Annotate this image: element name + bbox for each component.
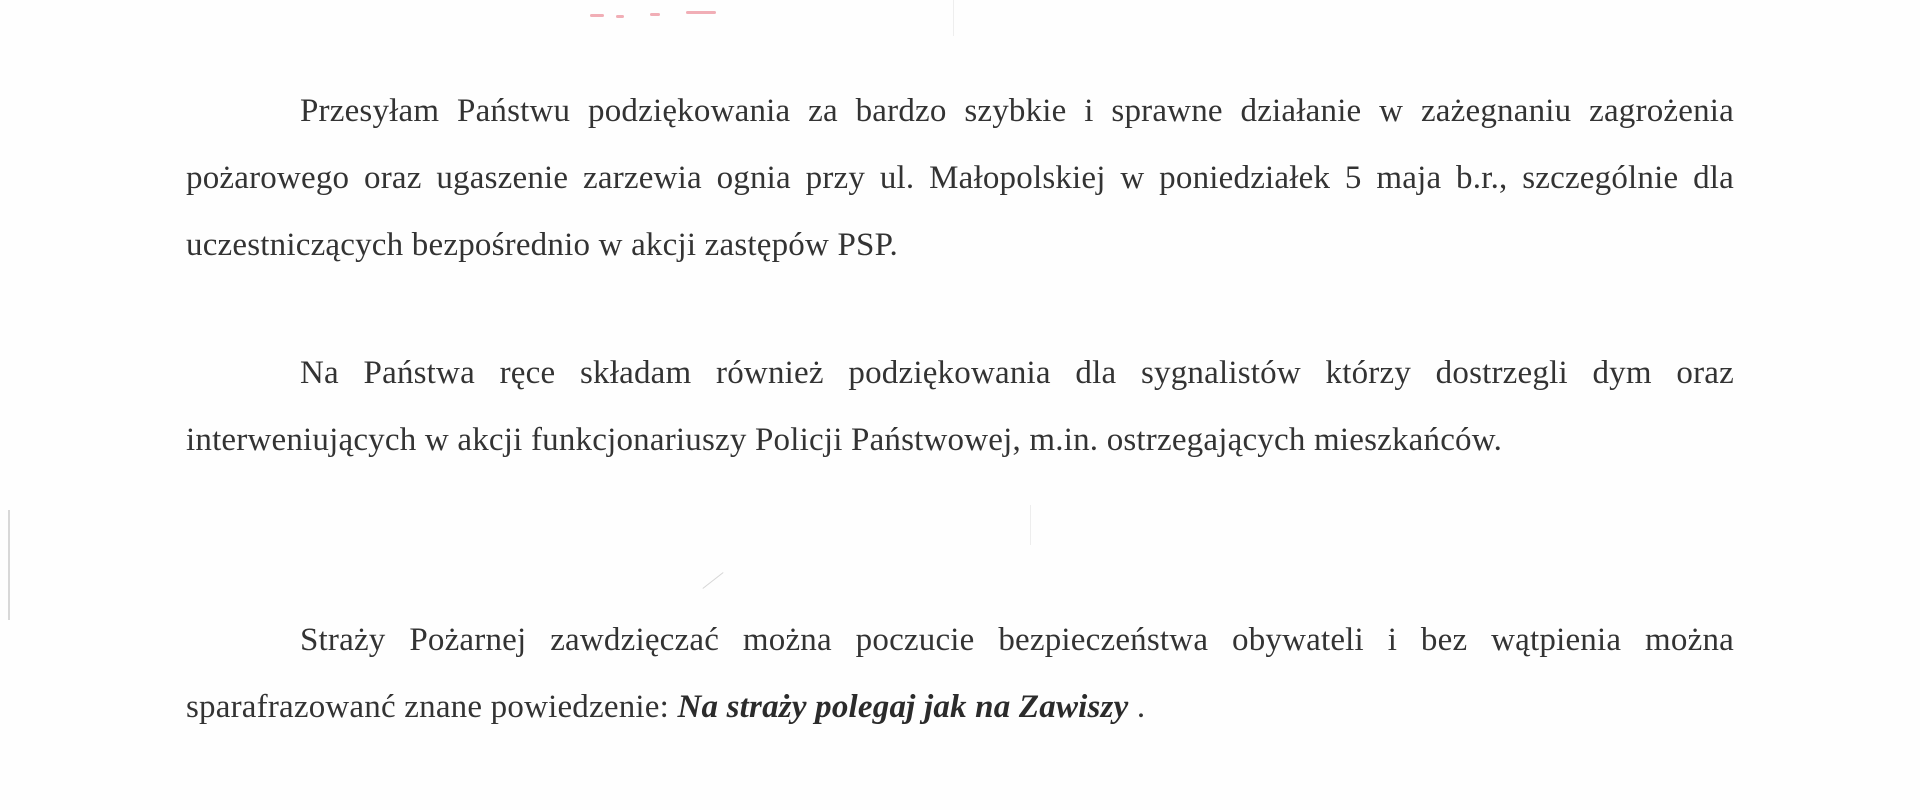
scan-edge-shadow xyxy=(8,510,10,620)
scan-fold-line xyxy=(953,0,954,36)
pen-stroke xyxy=(702,572,723,589)
quoted-saying: Na straży polegaj jak na Zawiszy xyxy=(677,689,1129,725)
letter-paragraph-1 xyxy=(186,78,1734,279)
paragraph-text: Na Państwa ręce składam również podziękowania dla sygnalistów którzy dostrzegli dym oraz interweniujących w akcji funkcjonariuszy Policji Państwowej, m.in. ostrzegających mieszkańców. xyxy=(186,355,1734,458)
paragraph-body: Straży Pożarnej zawdzięczać można poczucie bezpieczeństwa obywateli i bez wątpienia można sparafrazowanć znane powiedzenie: xyxy=(186,622,1734,725)
letter-paragraph-2 xyxy=(186,340,1734,474)
paragraph-text xyxy=(186,607,1734,741)
paragraph-text: Przesyłam Państwu podziękowania za bardzo szybkie i sprawne działanie w zażegnaniu zagrożenia pożarowego oraz ugaszenie zarzewia ognia przy ul. Małopolskiej w poniedziałek 5 maja b.r., szczególnie dla uczestniczących bezpośrednio w akcji zastępów PSP. xyxy=(186,93,1734,263)
letter-paragraph-3 xyxy=(186,607,1734,741)
red-stamp-fragment xyxy=(590,10,720,18)
paragraph-ending: . xyxy=(1128,689,1146,725)
pen-stroke xyxy=(1030,505,1031,545)
